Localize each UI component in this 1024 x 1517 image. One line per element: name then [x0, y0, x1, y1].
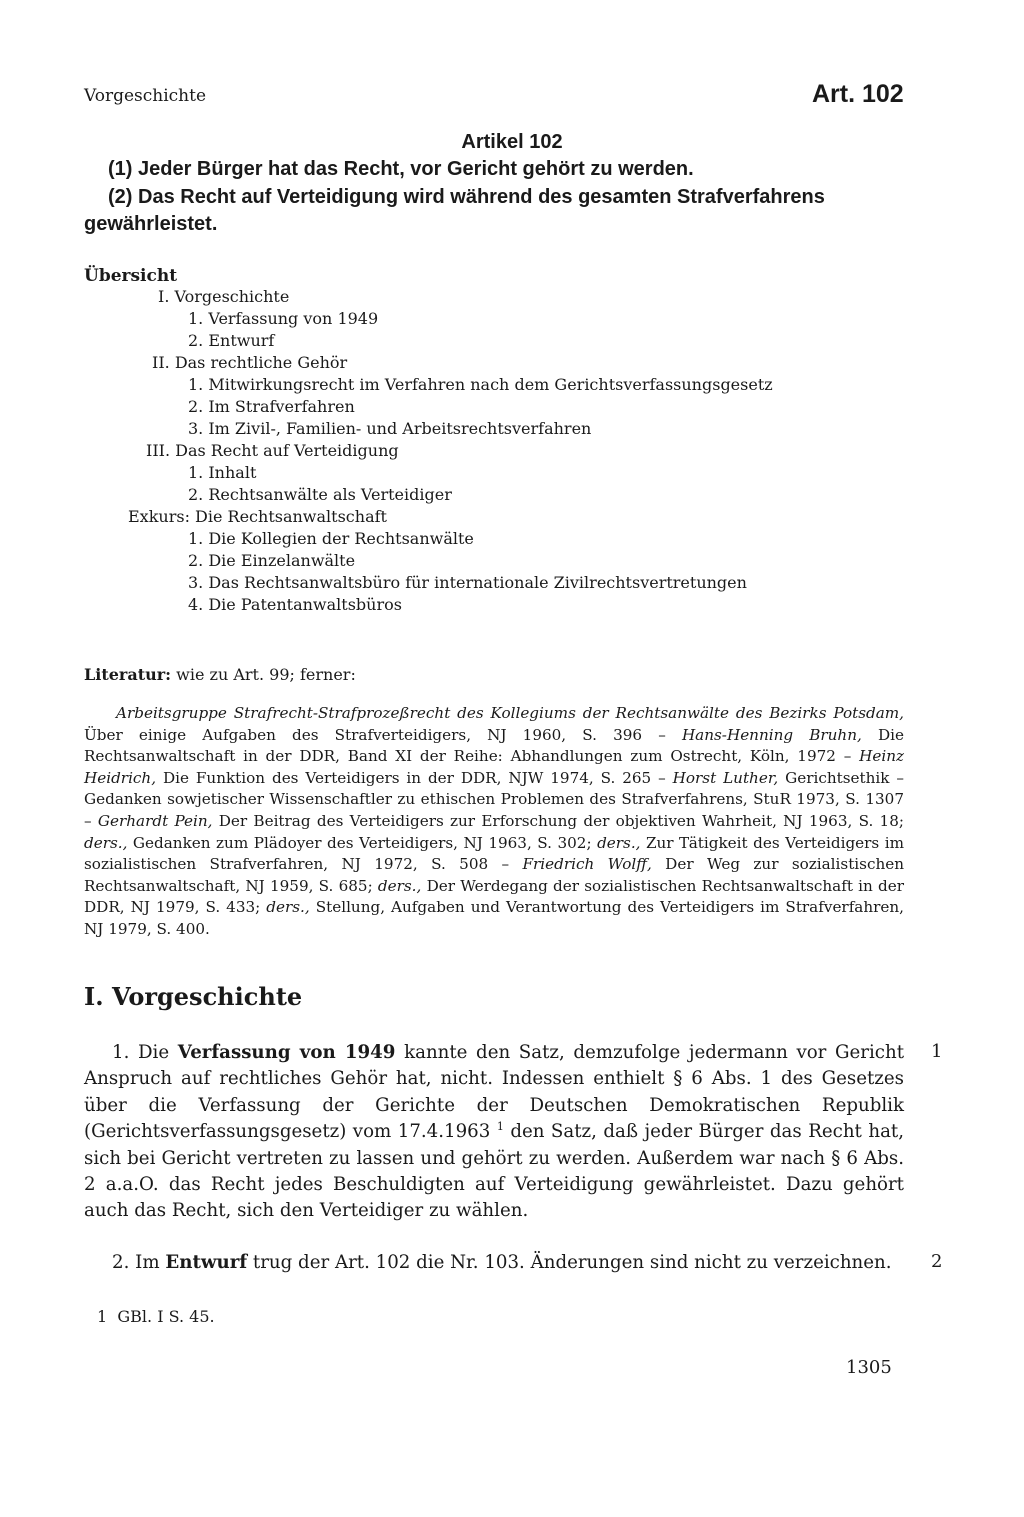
margin-number-2: 2 — [931, 1251, 943, 1272]
literature-text: Gerichtsethik – Gedanken sowjetischer Wissenschaftler zu ethischen Problemen des Strafverfahrens, StuR 1973, S. 1307 – — [84, 768, 904, 830]
literature-list — [84, 703, 904, 941]
literature-author: Arbeitsgruppe Strafrecht-Strafprozeßrecht des Kollegiums der Rechtsanwälte des Bezirks Potsdam, — [116, 704, 904, 722]
literature-author: ders., — [266, 898, 310, 917]
literature-text: Der Beitrag des Verteidigers zur Erforschung der objektiven Wahrheit, NJ 1963, S. 18; — [212, 811, 904, 830]
literature-label-bold: Literatur: — [84, 665, 172, 684]
paragraph-2-keyword: Entwurf — [165, 1252, 248, 1273]
literature-author: Friedrich Wolff, — [522, 855, 652, 874]
literature-author: ders., — [377, 876, 422, 895]
literature-author: Gerhardt Pein, — [97, 811, 213, 830]
literature-label-rest: wie zu Art. 99; ferner: — [171, 665, 356, 684]
page-number: 1305 — [846, 1357, 892, 1378]
overview-item: 1. Mitwirkungsrecht im Verfahren nach dem Gerichtsverfassungsgesetz — [188, 375, 773, 394]
paragraph-1-text-b: den Satz, daß jeder Bürger das Recht hat, sich bei Gericht vertreten zu lassen und gehört zu werden. Außerdem war nach § 6 Abs. 2 a.a.O. das Recht jedes Beschuldigten auf Verteidigung gewährleistet. Dazu gehört auch das Recht, sich den Verteidiger zu wählen. — [84, 1121, 904, 1222]
overview-item: 3. Das Rechtsanwaltsbüro für internationale Zivilrechtsvertretungen — [188, 573, 747, 592]
article-paragraph-2: (2) Das Recht auf Verteidigung wird während des gesamten Strafverfahrens gewährleistet. — [84, 186, 825, 235]
overview-item: III. Das Recht auf Verteidigung — [146, 441, 399, 460]
literature-author: Heinz Heidrich, — [84, 747, 904, 787]
overview-item: 2. Entwurf — [188, 331, 275, 350]
literature-author: ders., — [597, 833, 641, 852]
paragraph-2-lead: 2. Im — [112, 1252, 166, 1273]
footnote — [97, 1307, 215, 1326]
section-heading: I. Vorgeschichte — [84, 982, 303, 1011]
overview-item: 2. Die Einzelanwälte — [188, 551, 356, 570]
literature-text: Stellung, Aufgaben und Verantwortung des Verteidigers im Strafverfahren, NJ 1979, S. 400. — [84, 898, 905, 938]
literature-author: Hans-Henning Bruhn, — [681, 725, 862, 744]
paragraph-1 — [84, 1040, 904, 1225]
paragraph-2-text: trug der Art. 102 die Nr. 103. Änderungen sind nicht zu verzeichnen. — [247, 1252, 892, 1273]
footnote-text: GBl. I S. 45. — [117, 1307, 215, 1326]
running-title: Vorgeschichte — [84, 86, 207, 106]
literature-label — [84, 665, 356, 684]
overview-item: 1. Inhalt — [188, 463, 257, 482]
paragraph-1-lead: 1. Die — [112, 1042, 178, 1063]
literature-text: Die Funktion des Verteidigers in der DDR, NJW 1974, S. 265 – — [156, 768, 673, 787]
literature-text: Die Rechtsanwaltschaft in der DDR, Band XI der Reihe: Abhandlungen zum Ostrecht, Köln, 1972 – — [84, 725, 904, 766]
overview-item: I. Vorgeschichte — [158, 287, 290, 306]
paragraph-1-keyword: Verfassung von 1949 — [177, 1042, 396, 1063]
overview-heading: Übersicht — [84, 266, 178, 286]
literature-text: Gedanken zum Plädoyer des Verteidigers, NJ 1963, S. 302; — [127, 833, 598, 852]
overview-item: 1. Verfassung von 1949 — [188, 309, 379, 328]
overview-item: II. Das rechtliche Gehör — [152, 353, 348, 372]
article-paragraph-1: (1) Jeder Bürger hat das Recht, vor Gericht gehört zu werden. — [108, 158, 694, 180]
article-title: Artikel 102 — [461, 131, 563, 153]
literature-author: Horst Luther, — [672, 768, 779, 787]
literature-text: Der Werdegang der sozialistischen Rechtsanwaltschaft in der DDR, NJ 1979, S. 433; — [84, 876, 905, 917]
overview-item: Exkurs: Die Rechtsanwaltschaft — [128, 507, 387, 526]
margin-number-1: 1 — [931, 1041, 943, 1062]
literature-text: Zur Tätigkeit des Verteidigers im sozialistischen Strafverfahren, NJ 1972, S. 508 – — [84, 833, 904, 874]
overview-item: 1. Die Kollegien der Rechtsanwälte — [188, 529, 474, 548]
overview-item: 4. Die Patentanwaltsbüros — [188, 595, 402, 614]
paragraph-1-text-a: kannte den Satz, demzufolge jedermann vor Gericht Anspruch auf rechtliches Gehör hat, nicht. Indessen enthielt § 6 Abs. 1 des Gesetzes über die Verfassung der Gerichte der Deutschen Demokratischen Republik (Gerichtsverfassungsgesetz) vom 17.4.1963 — [84, 1042, 905, 1143]
literature-text: Über einige Aufgaben des Strafverteidigers, NJ 1960, S. 396 – — [84, 725, 682, 744]
footnote-ref: 1 — [496, 1120, 504, 1134]
literature-text: Der Weg zur sozialistischen Rechtsanwaltschaft, NJ 1959, S. 685; — [84, 855, 904, 895]
overview-item: 2. Rechtsanwälte als Verteidiger — [188, 485, 452, 504]
overview-item: 3. Im Zivil-, Familien- und Arbeitsrechtsverfahren — [188, 419, 592, 438]
overview-item: 2. Im Strafverfahren — [188, 397, 355, 416]
paragraph-2 — [84, 1250, 904, 1276]
footnote-number: 1 — [97, 1307, 108, 1326]
article-label: Art. 102 — [812, 80, 904, 108]
literature-author: ders., — [84, 833, 128, 852]
